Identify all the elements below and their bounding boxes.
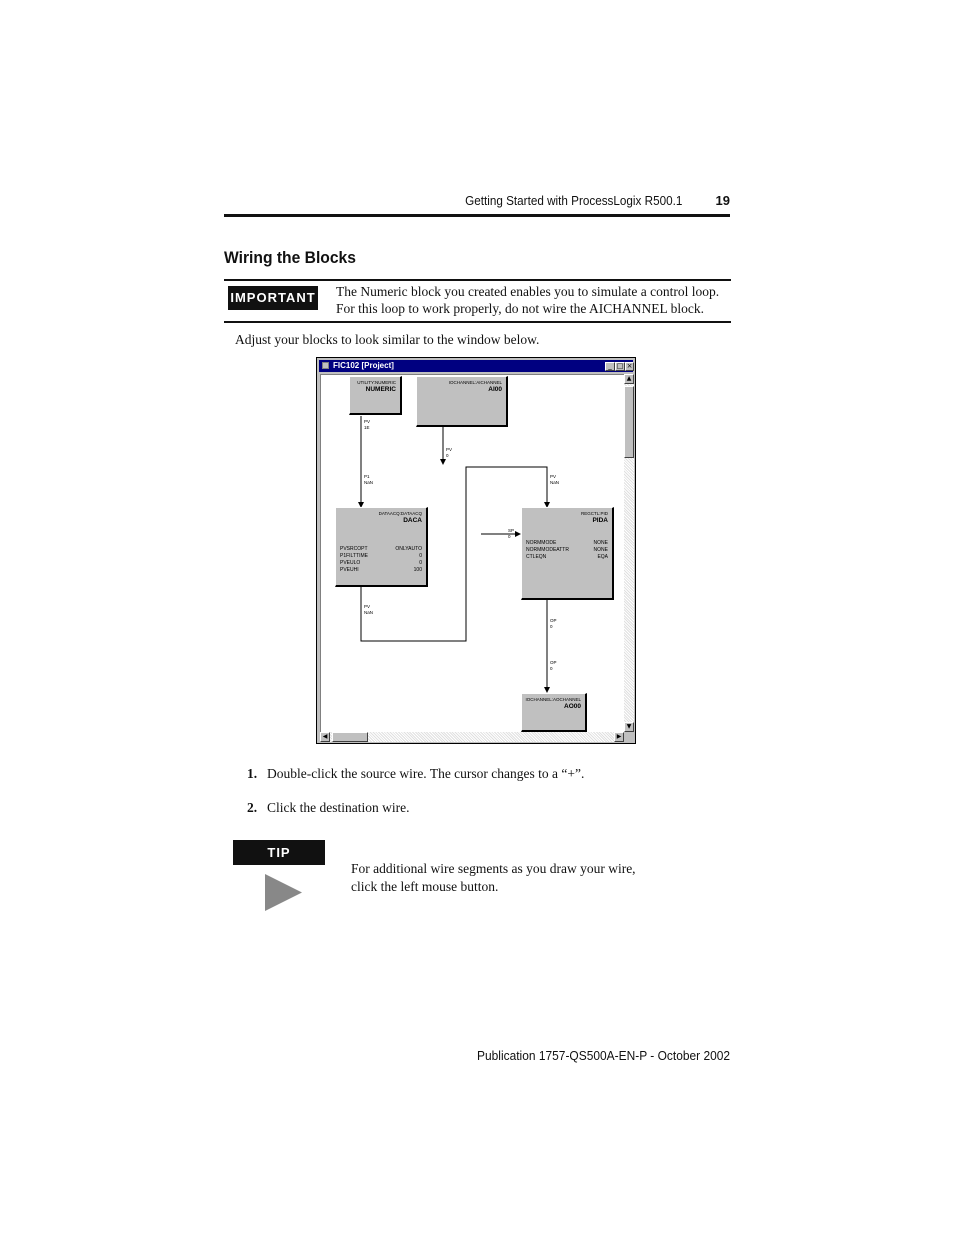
horizontal-scrollbar[interactable] [320, 732, 624, 742]
running-header [224, 190, 730, 212]
aochannel-block[interactable] [521, 693, 587, 732]
param-row: PVEUHI 100 [340, 567, 422, 573]
aichannel-block[interactable] [416, 376, 508, 427]
close-button[interactable]: × [626, 362, 633, 370]
block-name: AI00 [488, 386, 502, 393]
pin-label-numeric-pv: PV 1E [364, 419, 371, 430]
header-title: Getting Started with ProcessLogix R500.1 [464, 193, 682, 208]
tip-label: TIP [233, 840, 325, 865]
vertical-scroll-thumb[interactable] [624, 386, 634, 458]
publication-footer: Publication 1757-QS500A-EN-P - October 2002 [476, 1048, 730, 1063]
diagram-canvas[interactable] [320, 374, 624, 733]
intro-text: Adjust your blocks to look similar to the window below. [235, 332, 540, 347]
param-row: P1FILTTIME 0 [340, 553, 422, 559]
tip-line-2: click the left mouse button. [351, 878, 499, 894]
pin-label-ai-pv: PV 0 [446, 447, 453, 458]
section-title: Wiring the Blocks [224, 248, 356, 267]
tip-text [351, 860, 651, 895]
block-type: DATAACQ:DATAACQ [378, 511, 422, 516]
pin-label-daca-p1: P1 NaN [364, 474, 374, 485]
window-titlebar[interactable] [319, 360, 633, 372]
block-name: AO00 [564, 703, 581, 710]
pin-label-pida-sp: SP 0 [508, 528, 515, 539]
important-top-rule [224, 279, 731, 281]
step-number: 1. [247, 766, 258, 781]
block-type: UTILITY:NUMERIC [357, 380, 396, 385]
param-row: NORMMODE NONE [526, 540, 608, 546]
scroll-left-button[interactable]: ◀ [320, 732, 330, 742]
block-type: IOCHANNEL:AICHANNEL [448, 380, 502, 385]
pin-label-pida-pv: PV NaN [550, 474, 560, 485]
maximize-button[interactable]: □ [616, 362, 624, 370]
vertical-scrollbar[interactable] [624, 374, 634, 732]
scroll-down-button[interactable]: ▼ [624, 722, 634, 732]
important-text [336, 284, 731, 317]
block-type: IOCHANNEL:AOCHANNEL [525, 697, 581, 702]
numeric-block[interactable] [349, 376, 402, 415]
param-row: NORMMODEATTR NONE [526, 547, 608, 553]
block-name: NUMERIC [365, 386, 396, 393]
tip-line-1: For additional wire segments as you draw your wire, [351, 861, 636, 876]
pin-label-daca-pv: PV NaN [364, 604, 374, 615]
scroll-up-button[interactable]: ▲ [624, 374, 634, 384]
pin-label-ao-op: OP 0 [550, 660, 557, 671]
important-line-2: For this loop to work properly, do not wire the AICHANNEL block. [336, 300, 704, 316]
daca-block[interactable] [335, 507, 428, 587]
important-line-1: The Numeric block you created enables you to simulate a control loop. [336, 284, 720, 299]
tip-arrow-icon [264, 873, 304, 913]
important-bottom-rule [224, 321, 731, 323]
important-label: IMPORTANT [228, 286, 318, 310]
control-builder-window [316, 357, 636, 744]
param-row: CTLEQN EQA [526, 554, 608, 560]
minimize-button[interactable]: _ [605, 362, 615, 371]
step-number: 2. [247, 800, 258, 815]
block-type: REGCTL:PID [580, 511, 608, 516]
pin-label-pida-op: OP 0 [550, 618, 557, 629]
param-row: PVSRCOPT ONLYAUTO [340, 546, 422, 552]
pida-block[interactable] [521, 507, 614, 600]
scroll-right-button[interactable]: ▶ [614, 732, 624, 742]
block-name: DACA [403, 517, 422, 524]
step-text: Click the destination wire. [267, 800, 410, 815]
window-icon [322, 362, 329, 369]
window-title: FIC102 [Project] [333, 361, 394, 370]
block-name: PIDA [592, 517, 608, 524]
page-number: 19 [715, 193, 730, 208]
header-rule [224, 214, 730, 217]
param-row: PVEULO 0 [340, 560, 422, 566]
horizontal-scroll-thumb[interactable] [332, 732, 368, 742]
step-text: Double-click the source wire. The cursor changes to a “+”. [267, 766, 585, 781]
